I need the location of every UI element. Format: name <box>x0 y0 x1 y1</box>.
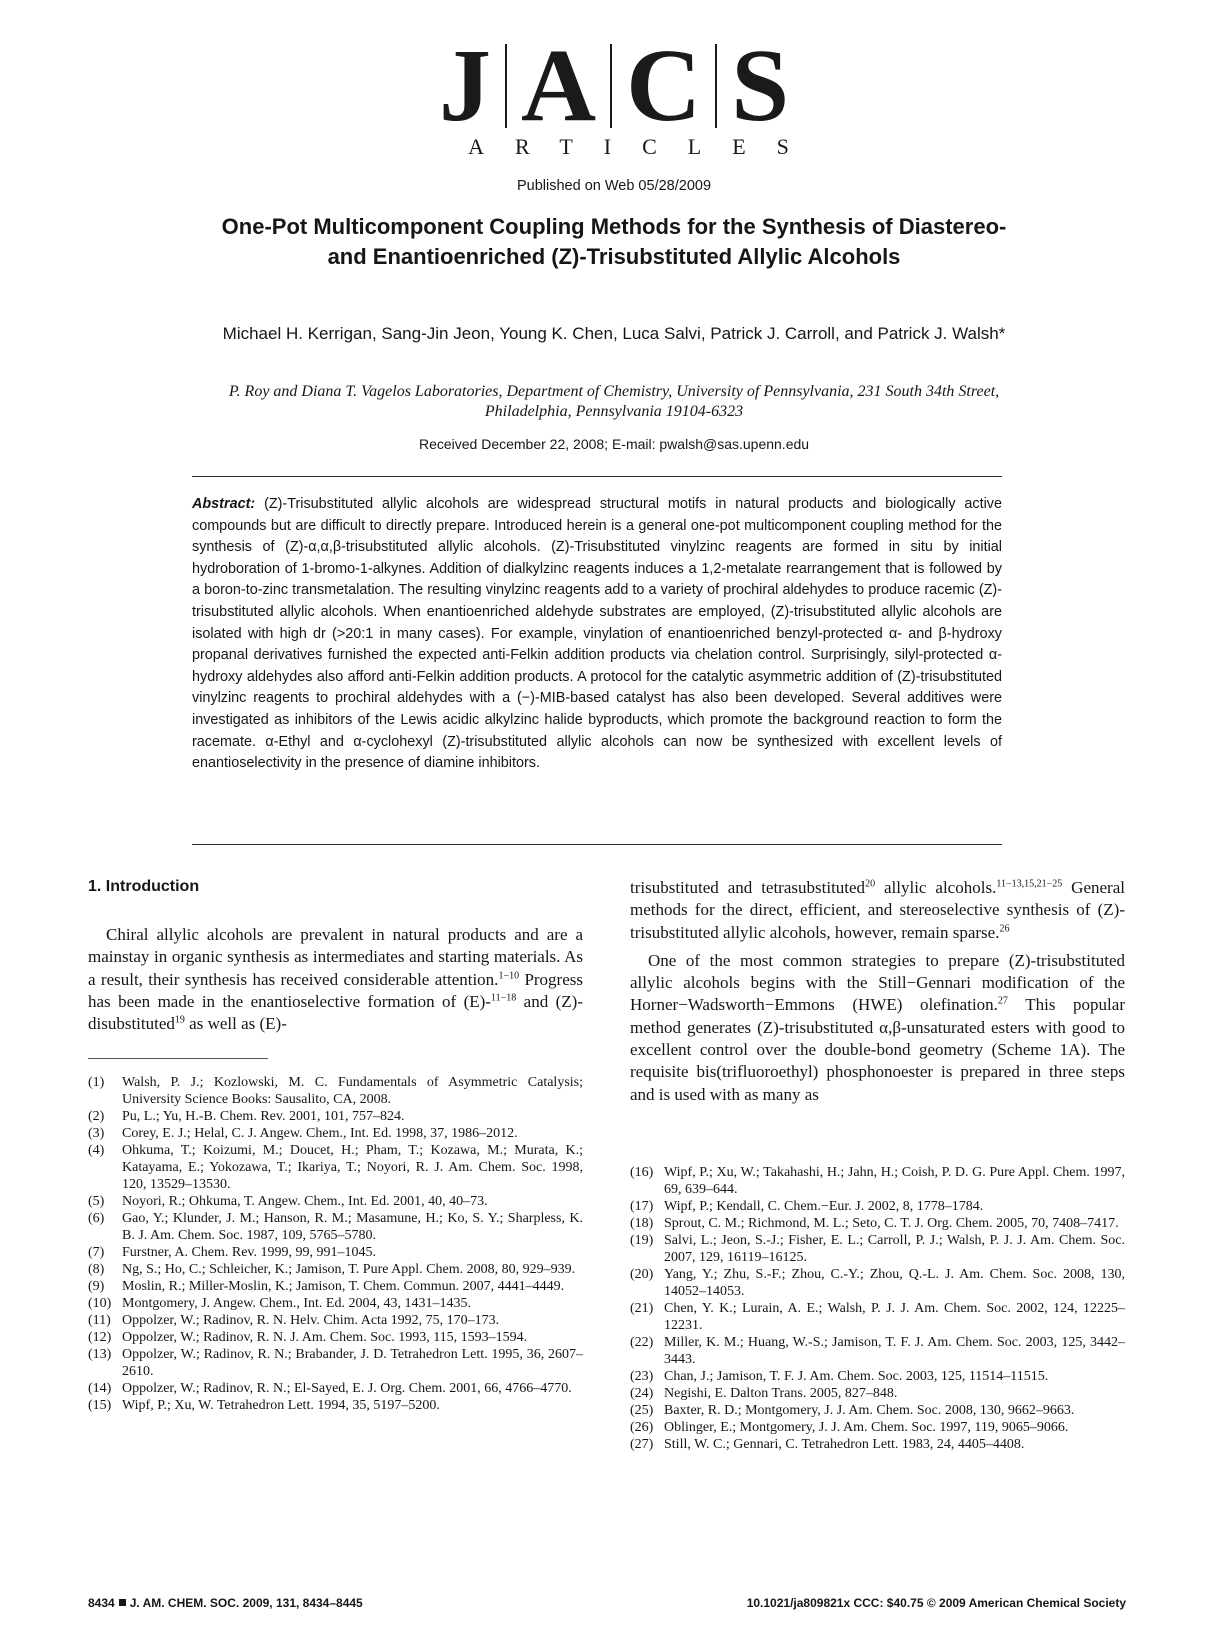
citation-superscript: 11−13,15,21−25 <box>996 878 1063 890</box>
reference-text: Wipf, P.; Xu, W. Tetrahedron Lett. 1994, 35, 5197–5200. <box>122 1398 440 1413</box>
reference-number: (1) <box>88 1075 105 1090</box>
reference-number: (2) <box>88 1109 105 1124</box>
page-number: 8434 <box>88 1596 115 1610</box>
reference-item <box>88 1380 583 1397</box>
separator-square-icon <box>119 1599 126 1606</box>
reference-item <box>630 1215 1125 1232</box>
abstract-top-rule <box>192 476 1002 477</box>
reference-item <box>88 1108 583 1125</box>
citation-superscript: 11−18 <box>490 992 517 1004</box>
text-run: Progress has been made in the enantioselective formation of (E)- <box>88 969 583 1011</box>
reference-item <box>88 1125 583 1142</box>
page-footer-left <box>88 1596 363 1610</box>
reference-item <box>630 1368 1125 1385</box>
author-list: Michael H. Kerrigan, Sang-Jin Jeon, Young K. Chen, Luca Salvi, Patrick J. Carroll, and Patrick J. Walsh* <box>222 324 1006 343</box>
footnote-rule <box>88 1058 268 1059</box>
reference-text: Ng, S.; Ho, C.; Schleicher, K.; Jamison, T. Pure Appl. Chem. 2008, 80, 929–939. <box>122 1262 576 1277</box>
article-title: One-Pot Multicomponent Coupling Methods for the Synthesis of Diastereo- and Enantioenriched (Z)-Trisubstituted Allylic Alcohols <box>221 214 1007 269</box>
reference-item <box>630 1402 1125 1419</box>
reference-number: (15) <box>88 1398 112 1413</box>
paragraph <box>630 877 1125 944</box>
reference-item <box>88 1346 583 1380</box>
reference-text: Noyori, R.; Ohkuma, T. Angew. Chem., Int. Ed. 2001, 40, 40–73. <box>122 1194 488 1209</box>
reference-number: (25) <box>630 1403 654 1418</box>
reference-item <box>630 1164 1125 1198</box>
abstract-text: (Z)-Trisubstituted allylic alcohols are widespread structural motifs in natural products and biologically active compounds but are difficult to directly prepare. Introduced herein is a general one-pot multicomponent coupling method for the synthesis of (Z)-α,α,β-trisubstituted allylic alcohols. (Z)-Trisubstituted vinylzinc reagents are formed in situ by initial hydroboration of 1-bromo-1-alkynes. Addition of dialkylzinc reagents induces a 1,2-metalate rearrangement that is followed by a boron-to-zinc transmetalation. The resulting vinylzinc reagents add to a variety of prochiral aldehydes to produce racemic (Z)-trisubstituted allylic alcohols. When enantioenriched aldehyde substrates are employed, (Z)-trisubstituted allylic alcohols are isolated with high dr (>20:1 in many cases). For example, vinylation of enantioenriched benzyl-protected α- and β-hydroxy propanal derivatives furnished the expected anti-Felkin addition products via chelation control. Surprisingly, silyl-protected α-hydroxy aldehydes also afford anti-Felkin addition products. A protocol for the catalytic asymmetric addition of (Z)-trisubstituted vinylzinc reagents to prochiral aldehydes with a (−)-MIB-based catalyst has also been developed. Several additives were investigated as inhibitors of the Lewis acidic alkylzinc halide byproducts, which promote the background reaction to form the racemate. α-Ethyl and α-cyclohexyl (Z)-trisubstituted allylic alcohols can now be synthesized with excellent levels of enantioselectivity in the presence of diamine inhibitors. <box>192 496 1002 772</box>
reference-number: (12) <box>88 1330 112 1345</box>
reference-number: (13) <box>88 1347 112 1362</box>
reference-text: Oppolzer, W.; Radinov, R. N. Helv. Chim. Acta 1992, 75, 170–173. <box>122 1313 500 1328</box>
logo-letter-a: A <box>520 28 597 143</box>
reference-text: Yang, Y.; Zhu, S.-F.; Zhou, C.-Y.; Zhou, Q.-L. J. Am. Chem. Soc. 2008, 130, 14052–14053. <box>664 1267 1125 1299</box>
reference-text: Miller, K. M.; Huang, W.-S.; Jamison, T. F. J. Am. Chem. Soc. 2003, 125, 3442–3443. <box>664 1335 1125 1367</box>
reference-text: Chan, J.; Jamison, T. F. J. Am. Chem. Soc. 2003, 125, 11514–11515. <box>664 1369 1049 1384</box>
logo-letter-s: S <box>731 28 790 143</box>
journal-citation: J. AM. CHEM. SOC. 2009, 131, 8434–8445 <box>129 1596 363 1610</box>
reference-number: (7) <box>88 1245 105 1260</box>
journal-logo <box>0 28 1228 143</box>
reference-item <box>630 1266 1125 1300</box>
reference-text: Oppolzer, W.; Radinov, R. N. J. Am. Chem. Soc. 1993, 115, 1593–1594. <box>122 1330 528 1345</box>
text-run: and (Z)-disubstituted <box>88 991 583 1034</box>
reference-number: (3) <box>88 1126 105 1141</box>
reference-text: Oblinger, E.; Montgomery, J. J. Am. Chem. Soc. 1997, 119, 9065–9066. <box>664 1420 1069 1435</box>
affiliation: P. Roy and Diana T. Vagelos Laboratories, Department of Chemistry, University of Pennsylvania, 231 South 34th Street, Philadelphia, Pennsylvania 19104-6323 <box>228 383 1000 420</box>
publication-date: Published on Web 05/28/2009 <box>516 178 712 194</box>
reference-number: (11) <box>88 1313 111 1328</box>
citation-superscript: 19 <box>174 1014 185 1026</box>
reference-list-left <box>88 1074 583 1414</box>
citation-superscript: 1−10 <box>498 969 520 981</box>
citation-superscript: 27 <box>997 995 1008 1007</box>
reference-text: Pu, L.; Yu, H.-B. Chem. Rev. 2001, 101, 757–824. <box>122 1109 405 1124</box>
paragraph <box>88 924 583 1035</box>
reference-number: (24) <box>630 1386 654 1401</box>
reference-number: (23) <box>630 1369 654 1384</box>
reference-item <box>88 1295 583 1312</box>
reference-text: Salvi, L.; Jeon, S.-J.; Fisher, E. L.; Carroll, P. J.; Walsh, P. J. J. Am. Chem. Soc. 2007, 129, 16119–16125. <box>664 1233 1125 1265</box>
left-column-body <box>88 924 583 1035</box>
text-run: This popular method generates (Z)-trisubstituted α,β-unsaturated esters with good to excellent control over the double-bond geometry (Scheme 1A). The requisite bis(trifluoroethyl) phosphonoester is prepared in three steps and is used with as many as <box>630 995 1125 1104</box>
reference-text: Oppolzer, W.; Radinov, R. N.; El-Sayed, E. J. Org. Chem. 2001, 66, 4766–4770. <box>122 1381 572 1396</box>
reference-number: (9) <box>88 1279 105 1294</box>
reference-number: (26) <box>630 1420 654 1435</box>
reference-text: Walsh, P. J.; Kozlowski, M. C. Fundamentals of Asymmetric Catalysis; University Science Books: Sausalito, CA, 2008. <box>122 1075 583 1107</box>
citation-superscript: 20 <box>865 878 876 890</box>
reference-item <box>88 1244 583 1261</box>
reference-item <box>88 1210 583 1244</box>
reference-item <box>88 1142 583 1193</box>
logo-letter-j: J <box>438 28 491 143</box>
reference-text: Baxter, R. D.; Montgomery, J. J. Am. Chem. Soc. 2008, 130, 9662–9663. <box>664 1403 1075 1418</box>
reference-list-right <box>630 1164 1125 1453</box>
reference-item <box>88 1397 583 1414</box>
citation-superscript: 26 <box>999 922 1010 934</box>
reference-number: (14) <box>88 1381 112 1396</box>
reference-item <box>630 1419 1125 1436</box>
reference-text: Ohkuma, T.; Koizumi, M.; Doucet, H.; Pham, T.; Kozawa, M.; Murata, K.; Katayama, E.; Yokozawa, T.; Ikariya, T.; Noyori, R. J. Am. Chem. Soc. 1998, 120, 13529–13530. <box>122 1143 583 1192</box>
reference-text: Wipf, P.; Kendall, C. Chem.−Eur. J. 2002, 8, 1778–1784. <box>664 1199 984 1214</box>
reference-text: Still, W. C.; Gennari, C. Tetrahedron Lett. 1983, 24, 4405–4408. <box>664 1437 1025 1452</box>
received-line: Received December 22, 2008; E-mail: pwalsh@sas.upenn.edu <box>418 436 810 452</box>
reference-item <box>630 1300 1125 1334</box>
reference-number: (6) <box>88 1211 105 1226</box>
reference-text: Negishi, E. Dalton Trans. 2005, 827–848. <box>664 1386 898 1401</box>
reference-item <box>88 1261 583 1278</box>
page-footer-right: 10.1021/ja809821x CCC: $40.75 © 2009 American Chemical Society <box>746 1596 1126 1610</box>
reference-item <box>88 1074 583 1108</box>
section-heading: 1. Introduction <box>88 878 200 895</box>
reference-number: (22) <box>630 1335 654 1350</box>
reference-text: Sprout, C. M.; Richmond, M. L.; Seto, C. T. J. Org. Chem. 2005, 70, 7408–7417. <box>664 1216 1119 1231</box>
reference-item <box>88 1329 583 1346</box>
reference-item <box>88 1312 583 1329</box>
reference-number: (21) <box>630 1301 654 1316</box>
abstract-bottom-rule <box>192 844 1002 845</box>
reference-text: Corey, E. J.; Helal, C. J. Angew. Chem., Int. Ed. 1998, 37, 1986–2012. <box>122 1126 518 1141</box>
paragraph <box>630 950 1125 1106</box>
reference-item <box>630 1334 1125 1368</box>
reference-number: (10) <box>88 1296 112 1311</box>
reference-number: (17) <box>630 1199 654 1214</box>
reference-number: (20) <box>630 1267 654 1282</box>
reference-number: (27) <box>630 1437 654 1452</box>
reference-item <box>88 1193 583 1210</box>
reference-text: Moslin, R.; Miller-Moslin, K.; Jamison, T. Chem. Commun. 2007, 4441–4449. <box>122 1279 565 1294</box>
logo-letter-c: C <box>626 28 702 143</box>
text-run: General methods for the direct, efficient, and stereoselective synthesis of (Z)-trisubstituted allylic alcohols, however, remain sparse. <box>630 878 1125 942</box>
reference-item <box>630 1232 1125 1266</box>
reference-number: (16) <box>630 1165 654 1180</box>
reference-item <box>630 1385 1125 1402</box>
reference-text: Montgomery, J. Angew. Chem., Int. Ed. 2004, 43, 1431–1435. <box>122 1296 471 1311</box>
reference-item <box>630 1198 1125 1215</box>
right-column-body <box>630 877 1125 1106</box>
reference-text: Gao, Y.; Klunder, J. M.; Hanson, R. M.; Masamune, H.; Ko, S. Y.; Sharpless, K. B. J. Am. Chem. Soc. 1987, 109, 5765–5780. <box>122 1211 583 1243</box>
reference-number: (4) <box>88 1143 105 1158</box>
text-run: allylic alcohols. <box>875 878 997 897</box>
text-run: as well as (E)- <box>184 1014 287 1034</box>
logo-subtitle: ARTICLES <box>468 134 820 159</box>
reference-text: Oppolzer, W.; Radinov, R. N.; Brabander, J. D. Tetrahedron Lett. 1995, 36, 2607–2610. <box>122 1347 583 1379</box>
text-run: One of the most common strategies to prepare (Z)-trisubstituted allylic alcohols begins with the Still−Gennari modification of the Horner−Wadsworth−Emmons (HWE) olefination. <box>630 950 1125 1015</box>
abstract-block <box>192 494 1002 775</box>
reference-item <box>630 1436 1125 1453</box>
reference-item <box>88 1278 583 1295</box>
text-run: trisubstituted and tetrasubstituted <box>630 878 866 897</box>
journal-masthead <box>0 28 1228 160</box>
reference-text: Wipf, P.; Xu, W.; Takahashi, H.; Jahn, H.; Coish, P. D. G. Pure Appl. Chem. 1997, 69, 639–644. <box>664 1165 1125 1197</box>
abstract-label: Abstract: <box>192 496 256 512</box>
reference-number: (5) <box>88 1194 105 1209</box>
reference-number: (19) <box>630 1233 654 1248</box>
reference-number: (8) <box>88 1262 105 1277</box>
text-run: Chiral allylic alcohols are prevalent in natural products and are a mainstay in organic synthesis as intermediates and starting materials. As a result, their synthesis has received considerable attention. <box>88 925 583 989</box>
reference-number: (18) <box>630 1216 654 1231</box>
reference-text: Chen, Y. K.; Lurain, A. E.; Walsh, P. J. J. Am. Chem. Soc. 2002, 124, 12225–12231. <box>664 1301 1125 1333</box>
reference-text: Furstner, A. Chem. Rev. 1999, 99, 991–1045. <box>122 1245 377 1260</box>
